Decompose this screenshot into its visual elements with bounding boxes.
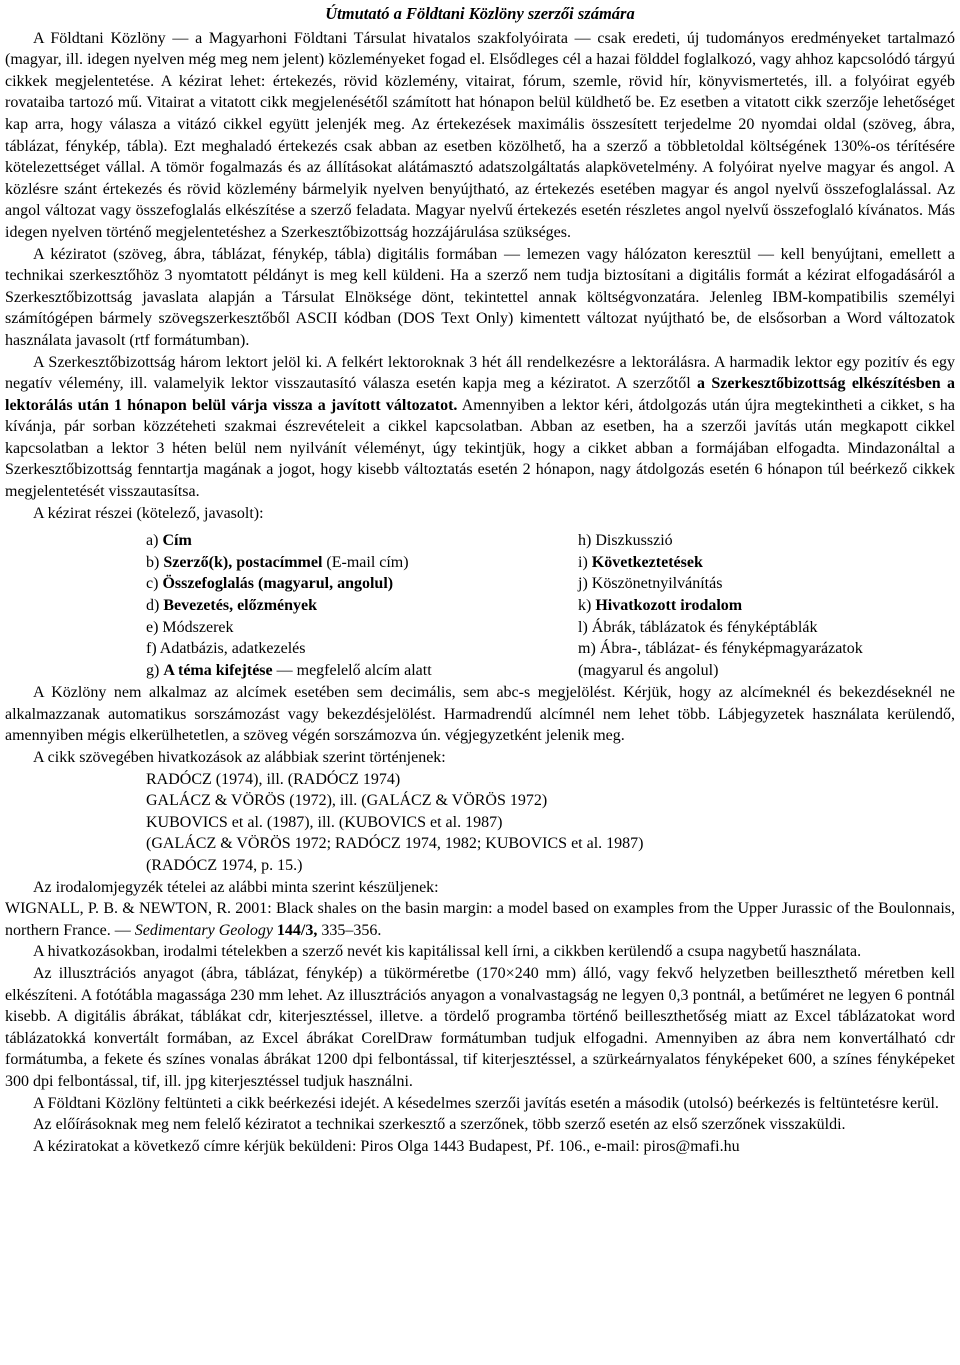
manuscript-part-item (578, 595, 863, 617)
manuscript-part-item (146, 617, 432, 639)
illustrations-paragraph: Az illusztrációs anyagot (ábra, táblázat, fénykép) a tükörméretbe (170×240 mm) álló, vagy fekvő helyzetben beilleszthető méretben kell elkészíteni. A fotótábla magassága 230 mm lehet. Az illusztrációs anyagon a vonalvastagság ne legyen 0,3 pontnál, a betűméret ne legyen 6 pontnál kisebb. A digitális ábrákat, táblákat cdr, kiterjesztéssel, illetve. a tördelő programba történő beilleszthetőség miatt az Excel táblázatokat word táblázatokká konvertált formában, az Excel ábrákat CorelDraw formátumban tudjuk elfogadni. Amennyiben az ábra nem konvertálható cdr formátumba, a fekete és színes vonalas ábrákat 1200 dpi felbontással, tif kiterjesztéssel, a szürkeárnyalatos fényképeket 600, a színes fényképeket 300 dpi felbontással, tif, ill. jpg kiterjesztéssel tudjuk használni. (5, 964, 955, 1090)
part-required: Cím (162, 532, 192, 550)
parts-right-column (578, 530, 863, 681)
part-label: (magyarul és angolul) (578, 661, 719, 679)
reference-example (5, 898, 955, 941)
part-label: k) (578, 597, 596, 615)
citation-example: RADÓCZ (1974), ill. (RADÓCZ 1974) (146, 770, 401, 788)
part-label: c) (146, 575, 163, 593)
manuscript-part-item (146, 595, 432, 617)
digital-paragraph: A kéziratot (szöveg, ábra, táblázat, fénykép, tábla) digitális formában — lemezen vagy hálózaton keresztül — kell benyújtani, emellett a technikai szerkesztőhöz 3 nyomtatott példányt is meg kell küldeni. Ha a szerző nem tudja biztosítani a digitális formát a kézirat elfogadásáról a Szerkesztőbizottság javaslata alapján a Társulat Elnöksége dönt, tekintettel annak költségvonzatára. Jelenleg IBM-kompatibilis személyi számítógépen bármely szövegszerkesztőből ASCII kódban (DOS Text Only) kimentett változat nyújtható be, de elsősorban a Word változatok használata javasolt (rtf formátumban). (5, 245, 955, 349)
part-required: Bevezetés, előzmények (163, 597, 318, 615)
intro-paragraph: A Földtani Közlöny — a Magyarhoni Földtani Társulat hivatalos szakfolyóirata — csak eredeti, új tudományos eredményeket tartalmazó (magyar, ill. idegen nyelven még meg nem jelent) közleményeket fogad el. Elsődleges cél a hazai földdel foglalkozó, vagy ahhoz kapcsolódó tárgyú cikkek megjelentetése. A kézirat lehet: értekezés, rövid közlemény, vitairat, fórum, szemle, rövid hír, könyvismertetés, ill. a folyóirat egyéb rovataiba tartozó mű. Vitairat a vitatott cikk megjelenésétől számított hat hónapon belül küldhető be. Ez esetben a vitatott cikk szerzője lehetőséget kap arra, hogy válasza a vitázó cikkel együtt jelenjék meg. Az értekezések maximális összesített terjedelme 20 nyomdai oldal (szöveg, ábra, táblázat, fénykép, tábla). Ezt meghaladó értekezés csak abban az esetben közölhető, ha a szerző a többletoldal költségének 130%-os térítésére kötelezettséget vállal. A tömör fogalmazás és az állításokat alátámasztó adatszolgáltatás alapkövetelmény. A folyóirat nyelve magyar és angol. A közlésre szánt értekezés és rövid közlemény bármelyik nyelven benyújtható, az értekezés esetében magyar és angol nyelvű összefoglalással. Az angol változat vagy összefoglalás elkészítése a szerző feladata. Magyar nyelvű értekezés esetén részletes angol nyelvű összefoglaló kívánatos. Más idegen nyelven történő megjelentetéshez a Szerkesztőbizottság hozzájárulása szükséges. (5, 29, 955, 241)
ref-volume: 144/3, (272, 921, 318, 939)
manuscript-part-item (578, 660, 863, 682)
manuscript-part-item (146, 552, 432, 574)
part-note: — megfelelő alcím alatt (272, 661, 432, 679)
part-required: Összefoglalás (magyarul, angolul) (162, 575, 394, 593)
part-label: f) Adatbázis, adatkezelés (146, 640, 306, 658)
part-label: a) (146, 532, 163, 550)
part-required: Szerző(k), postacímmel (163, 553, 323, 571)
page-title: Útmutató a Földtani Közlöny szerzői számára (325, 4, 635, 23)
part-label: d) (146, 597, 164, 615)
ref-journal: Sedimentary Geology (134, 921, 273, 939)
manuscript-part-item (578, 573, 863, 595)
manuscript-part-item (578, 617, 863, 639)
ref-pages: 335–356. (317, 921, 382, 939)
parts-intro: A kézirat részei (kötelező, javasolt): (33, 504, 264, 522)
manuscript-part-item (146, 573, 432, 595)
part-label: e) Módszerek (146, 618, 234, 636)
citation-example: (RADÓCZ 1974, p. 15.) (146, 857, 303, 874)
refs-intro: Az irodalomjegyzék tételei az alábbi minta szerint készüljenek: (33, 878, 439, 896)
manuscript-part-item (578, 638, 863, 660)
headings-paragraph: A Közlöny nem alkalmaz az alcímek esetében sem decimális, sem abc-s megjelölést. Kérjük, hogy az alcímeknél és bekezdéseknél ne alkalmazzanak automatikus sorszámozást vagy bekezdésjelölést. Harmadrendű alcímnél nem lehet több. Lábjegyzetek használata kerülendő, amennyiben mégis elkerülhetetlen, a szöveg végén sorszámozva ún. végjegyzetként jelenik meg. (5, 684, 955, 745)
part-required: Következtetések (591, 553, 703, 571)
part-label: g) (146, 661, 164, 679)
return-paragraph: Az előírásoknak meg nem felelő kéziratot a technikai szerkesztő a szerzőnek, több szerző esetén az első szerzőnek visszaküldi. (33, 1116, 846, 1134)
review-paragraph (5, 352, 955, 503)
part-required: A téma kifejtése (163, 661, 273, 679)
citation-example: (GALÁCZ & VÖRÖS 1972; RADÓCZ 1974, 1982; KUBOVICS et al. 1987) (146, 835, 644, 853)
review-bold: a Szerkesztőbizottság elkészítésben a lektorálás után 1 hónapon belül várja vissza a javított változatot. (5, 375, 955, 414)
review-text-b: Amennyiben a lektor kéri, átdolgozás után újra megtekintheti a cikket, s ha kívánja, pár sorban közzéteheti szakmai észrevételeit a cikkel kapcsolatban. Abban az esetben, ha a szerzői javítás után megkapott cikkel kapcsolatban a lektor 3 héten belül nem nyilvánít véleményt, úgy tekintjük, hogy a cikket abban a formájában elfogadta. Mindazonáltal a Szerkesztőbizottság fenntartja magának a jogot, hogy kisebb változtatás esetén 2 hónapon, nagy átdolgozás esetén 6 hónapon túl beérkező cikkek megjelentetését visszautasítsa. (5, 396, 956, 501)
citation-examples (5, 769, 955, 877)
manuscript-parts-list (5, 530, 955, 682)
manuscript-part-item (146, 660, 432, 682)
citation-example: KUBOVICS et al. (1987), ill. (KUBOVICS et al. 1987) (146, 813, 503, 831)
address-paragraph: A kéziratokat a következő címre kérjük beküldeni: Piros Olga 1443 Budapest, Pf. 106., e-mail: piros@mafi.hu (33, 1137, 740, 1155)
proof-paragraph: A Földtani Közlöny feltünteti a cikk beérkezési idejét. A késedelmes szerzői javítás esetén a második (utolsó) beérkezés is feltüntetésre kerül. (33, 1094, 939, 1112)
part-label: b) (146, 553, 164, 571)
part-label: m) Ábra-, táblázat- és fényképmagyarázatok (578, 640, 863, 658)
caps-rule-paragraph: A hivatkozásokban, irodalmi tételekben a szerző nevét kis kapitálissal kell írni, a cikkben kerülendő a csupa nagybetű használata. (33, 943, 862, 961)
part-label: l) Ábrák, táblázatok és fényképtáblák (578, 618, 818, 636)
manuscript-part-item (578, 552, 863, 574)
manuscript-part-item (578, 530, 863, 552)
part-note: (E-mail cím) (322, 553, 409, 571)
parts-left-column (146, 530, 432, 681)
citations-intro: A cikk szövegében hivatkozások az alábbiak szerint történjenek: (33, 749, 446, 767)
part-label: i) (578, 553, 592, 571)
manuscript-part-item (146, 638, 432, 660)
part-label: h) Diszkusszió (578, 532, 673, 550)
part-required: Hivatkozott irodalom (595, 597, 743, 615)
part-label: j) Köszönetnyilvánítás (578, 575, 723, 593)
citation-example: GALÁCZ & VÖRÖS (1972), ill. (GALÁCZ & VÖRÖS 1972) (146, 792, 548, 810)
ref-text: WIGNALL, P. B. & NEWTON, R. 2001: Black shales on the basin margin: a model based on examples from the Upper Jurassic of the Boulonnais, northern France. — (5, 900, 955, 939)
review-text-a: A Szerkesztőbizottság három lektort jelöl ki. A felkért lektoroknak 3 hét áll rendelkezésre a lektorálásra. A harmadik lektor egy pozitív és egy negatív vélemény, ill. valamelyik lektor visszautasító válasza esetén kapja meg a kéziratot. A szerzőtől (5, 353, 955, 393)
manuscript-part-item (146, 530, 432, 552)
